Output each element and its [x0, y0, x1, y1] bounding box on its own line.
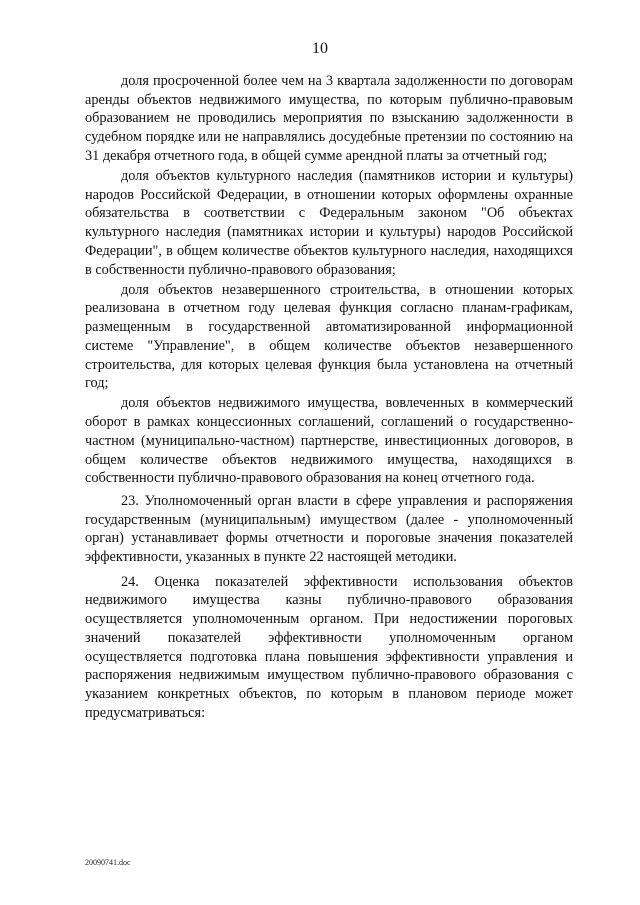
paragraph-item-23: 23. Уполномоченный орган власти в сфере управления и распоряжения государственным (муниципальным) имуществом (далее - уполномоченный орган) устанавливает формы отчетности и пороговые значения показателей эффективности, указанных в пункте 22 настоящей методики. — [85, 492, 573, 566]
paragraph-item-24: 24. Оценка показателей эффективности использования объектов недвижимого имущества казны публично-правового образования осуществляется уполномоченным органом. При недостижении пороговых значений показателей эффективности уполномоченным органом осуществляется подготовка плана повышения эффективности управления и распоряжения недвижимым имуществом публично-правового образования с указанием конкретных объектов, по которым в плановом периоде может предусматриваться: — [85, 573, 573, 721]
paragraph-commercial-turnover-share: доля объектов недвижимого имущества, вовлеченных в коммерческий оборот в рамках концессионных соглашений, соглашений о государственно-частном (муниципально-частном) партнерстве, инвестиционных договоров, в общем количестве объектов недвижимого имущества, находящихся в собственности публично-правового образования на конец отчетного года. — [85, 395, 573, 487]
paragraph-unfinished-construction-share: доля объектов незавершенного строительства, в отношении которых реализована в отчетном году целевая функция согласно планам-графикам, размещенным в государственной автоматизированной информационной системе "Управление", в общем количестве объектов незавершенного строительства, для которых целевая функция была установлена на отчетный год; — [85, 281, 573, 392]
paragraph-overdue-debt-share: доля просроченной более чем на 3 квартала задолженности по договорам аренды объектов недвижимого имущества, по которым публично-правовым образованием не проводились мероприятия по взысканию задолженности в судебном порядке или не направлялись досудебные претензии по состоянию на 31 декабря отчетного года, в общей сумме арендной платы за отчетный год; — [85, 73, 573, 164]
page-number: 10 — [312, 40, 328, 57]
footer-filename: 20090741.doc — [85, 858, 131, 867]
document-body — [85, 72, 573, 728]
paragraph-cultural-heritage-share: доля объектов культурного наследия (памятников истории и культуры) народов Российской Федерации, в отношении которых оформлены охранные обязательства в соответствии с Федеральным законом "Об объектах культурного наследия (памятниках истории и культуры) народов Российской Федерации", в общем количестве объектов культурного наследия, находящихся в собственности публично-правового образования; — [85, 168, 573, 278]
